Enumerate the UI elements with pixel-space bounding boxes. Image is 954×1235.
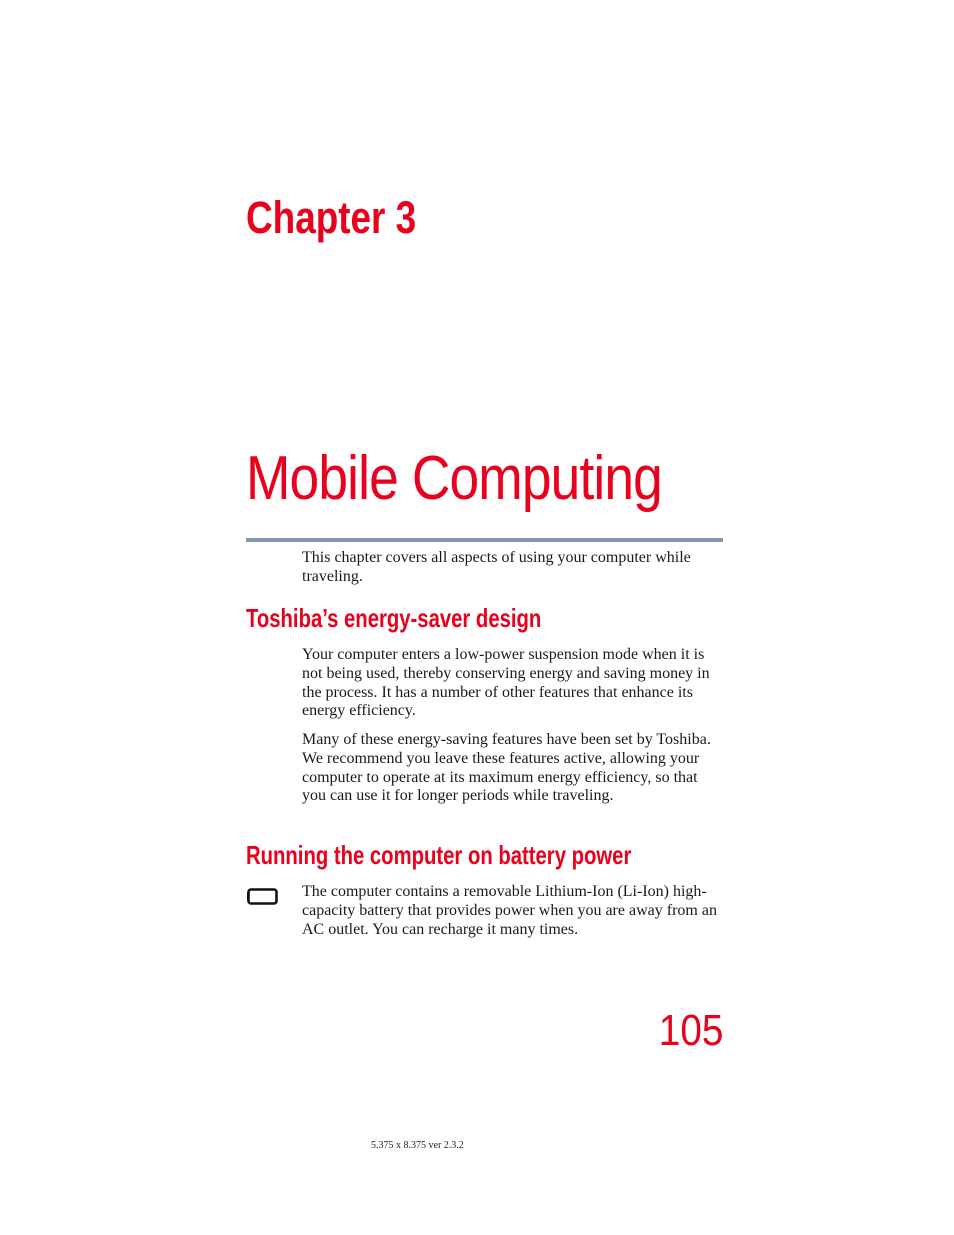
title-divider <box>246 538 723 542</box>
chapter-label: Chapter 3 <box>246 192 417 243</box>
battery-icon <box>247 888 279 905</box>
page-number: 105 <box>658 1006 723 1055</box>
chapter-intro: This chapter covers all aspects of using your computer while traveling. <box>302 549 691 585</box>
energy-saver-paragraph-2: Many of these energy-saving features have been set by Toshiba. We recommend you leave these features active, allowing your computer to operate at its maximum energy efficiency, so that you can use it for longer periods while traveling. <box>302 731 711 805</box>
chapter-title: Mobile Computing <box>246 444 662 513</box>
section-heading-battery-power: Running the computer on battery power <box>246 840 632 870</box>
battery-power-paragraph: The computer contains a removable Lithium-Ion (Li-Ion) high-capacity battery that provides power when you are away from an AC outlet. You can recharge it many times. <box>302 883 717 938</box>
energy-saver-paragraph-1: Your computer enters a low-power suspension mode when it is not being used, thereby conserving energy and saving money in the process. It has a number of other features that enhance its energy efficiency. <box>302 646 710 720</box>
section-heading-energy-saver: Toshiba’s energy-saver design <box>246 603 542 633</box>
footer-version-text: 5.375 x 8.375 ver 2.3.2 <box>371 1140 464 1151</box>
